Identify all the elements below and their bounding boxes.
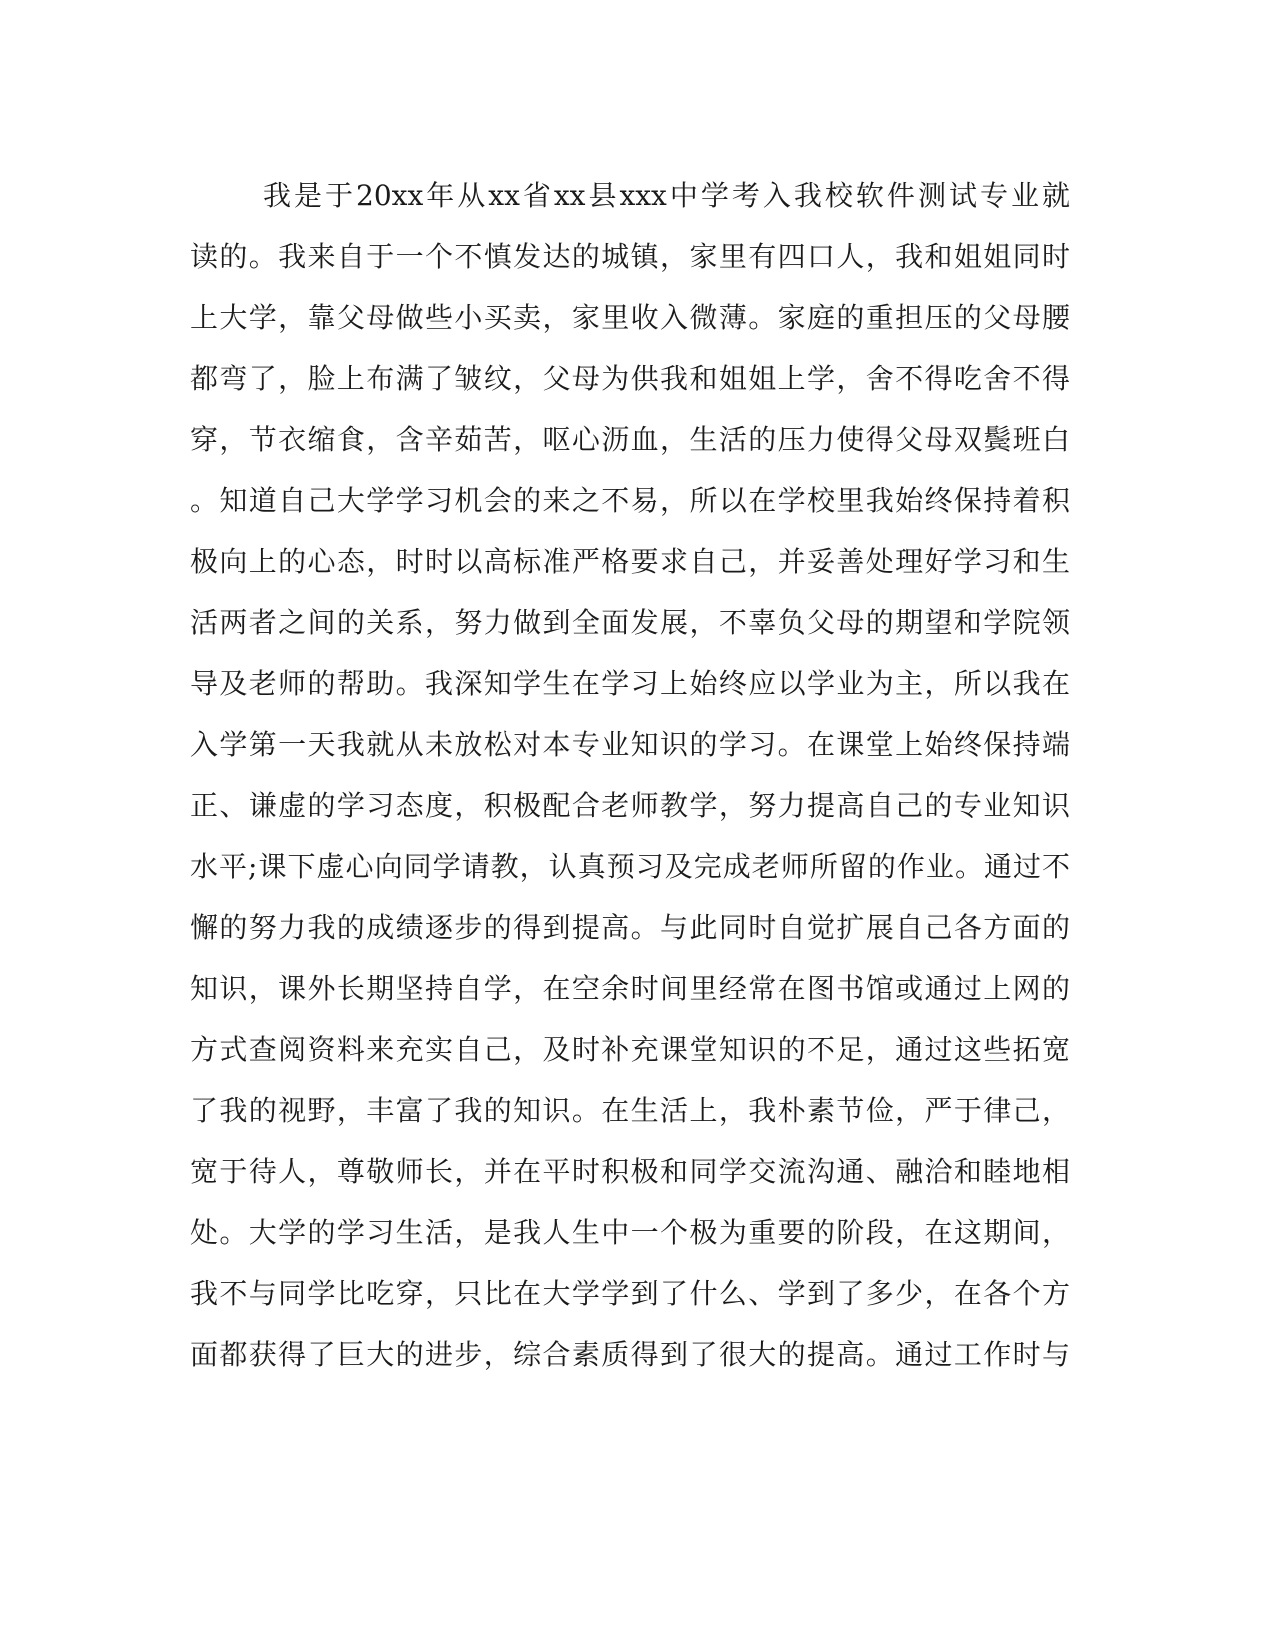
paragraph-line: 都弯了，脸上布满了皱纹，父母为供我和姐姐上学，舍不得吃舍不得: [190, 362, 1070, 395]
paragraph-line: 读的。我来自于一个不慎发达的城镇，家里有四口人，我和姐姐同时: [190, 240, 1070, 273]
paragraph-line: 活两者之间的关系，努力做到全面发展，不辜负父母的期望和学院领: [190, 606, 1070, 639]
paragraph-line: 宽于待人，尊敬师长，并在平时积极和同学交流沟通、融洽和睦地相: [190, 1155, 1070, 1188]
paragraph-line: 我是于20xx年从xx省xx县xxx中学考入我校软件测试专业就: [263, 179, 1070, 212]
paragraph-line: 。知道自己大学学习机会的来之不易，所以在学校里我始终保持着积: [190, 484, 1070, 517]
paragraph-line: 入学第一天我就从未放松对本专业知识的学习。在课堂上始终保持端: [190, 728, 1070, 761]
paragraph-line: 了我的视野，丰富了我的知识。在生活上，我朴素节俭，严于律己，: [190, 1094, 1070, 1127]
paragraph-line: 我不与同学比吃穿，只比在大学学到了什么、学到了多少，在各个方: [190, 1277, 1070, 1310]
paragraph-line: 方式查阅资料来充实自己，及时补充课堂知识的不足，通过这些拓宽: [190, 1033, 1070, 1066]
paragraph-line: 导及老师的帮助。我深知学生在学习上始终应以学业为主，所以我在: [190, 667, 1070, 700]
paragraph-line: 懈的努力我的成绩逐步的得到提高。与此同时自觉扩展自己各方面的: [190, 911, 1070, 944]
paragraph-line: 面都获得了巨大的进步，综合素质得到了很大的提高。通过工作时与: [190, 1338, 1070, 1371]
paragraph-line: 极向上的心态，时时以高标准严格要求自己，并妥善处理好学习和生: [190, 545, 1070, 578]
paragraph-line: 水平;课下虚心向同学请教，认真预习及完成老师所留的作业。通过不: [190, 850, 1070, 883]
body-paragraph: [190, 165, 1070, 1385]
paragraph-line: 上大学，靠父母做些小买卖，家里收入微薄。家庭的重担压的父母腰: [190, 301, 1070, 334]
paragraph-line: 正、谦虚的学习态度，积极配合老师教学，努力提高自己的专业知识: [190, 789, 1070, 822]
paragraph-line: 处。大学的学习生活，是我人生中一个极为重要的阶段，在这期间，: [190, 1216, 1070, 1249]
paragraph-line: 知识，课外长期坚持自学，在空余时间里经常在图书馆或通过上网的: [190, 972, 1070, 1005]
paragraph-line: 穿，节衣缩食，含辛茹苦，呕心沥血，生活的压力使得父母双鬓班白: [190, 423, 1070, 456]
